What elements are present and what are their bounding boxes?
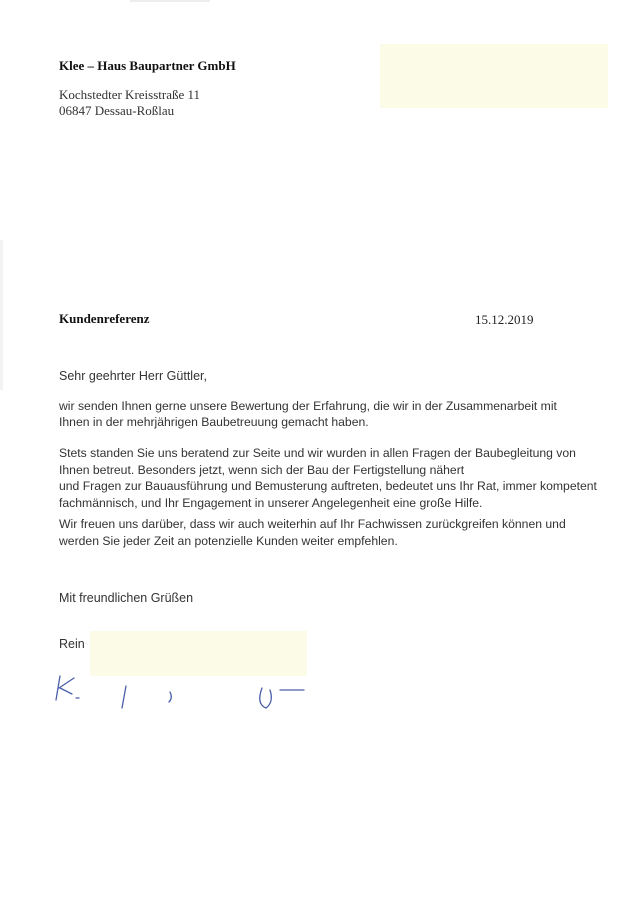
scan-artifact-top xyxy=(130,0,210,2)
closing-phrase: Mit freundlichen Grüßen xyxy=(59,591,194,605)
paragraph-line: wir senden Ihnen gerne unsere Bewertung der Erfahrung, die wir in der Zusammenarbeit mit xyxy=(59,399,557,413)
handwritten-signature xyxy=(52,664,342,714)
paragraph-1 xyxy=(59,398,557,430)
sender-address xyxy=(59,87,200,119)
sender-street: Kochstedter Kreisstraße 11 xyxy=(59,87,201,102)
letter-date: 15.12.2019 xyxy=(475,312,534,327)
paragraph-line: Ihnen in der mehrjährigen Baubetreuung gemacht haben. xyxy=(59,415,369,429)
paragraph-line: fachmännisch, und Ihr Engagement in unserer Angelegenheit eine große Hilfe. xyxy=(59,495,483,510)
paragraph-line: Ihnen betreut. Besonders jetzt, wenn sich der Bau der Fertigstellung nähert xyxy=(59,462,465,477)
letter-subject: Kundenreferenz xyxy=(59,311,150,326)
paragraph-3 xyxy=(59,516,566,550)
sender-company: Klee – Haus Baupartner GmbH xyxy=(59,58,236,73)
paragraph-line: werden Sie jeder Zeit an potenzielle Kunden weiter empfehlen. xyxy=(59,534,398,548)
redaction-box-recipient xyxy=(380,44,608,108)
signer-name-fragment: Rein xyxy=(59,637,85,651)
scan-artifact-edge xyxy=(0,240,3,390)
paragraph-line: und Fragen zur Bauausführung und Bemusterung auftreten, bedeutet uns Ihr Rat, immer kompetent xyxy=(59,479,597,493)
paragraph-2 xyxy=(59,445,597,511)
paragraph-line: Stets standen Sie uns beratend zur Seite und wir wurden in allen Fragen der Baubegleitung von xyxy=(59,446,576,460)
salutation: Sehr geehrter Herr Güttler, xyxy=(59,369,207,383)
sender-city: 06847 Dessau-Roßlau xyxy=(59,103,175,118)
paragraph-line: Wir freuen uns darüber, dass wir auch weiterhin auf Ihr Fachwissen zurückgreifen können und xyxy=(59,517,566,531)
